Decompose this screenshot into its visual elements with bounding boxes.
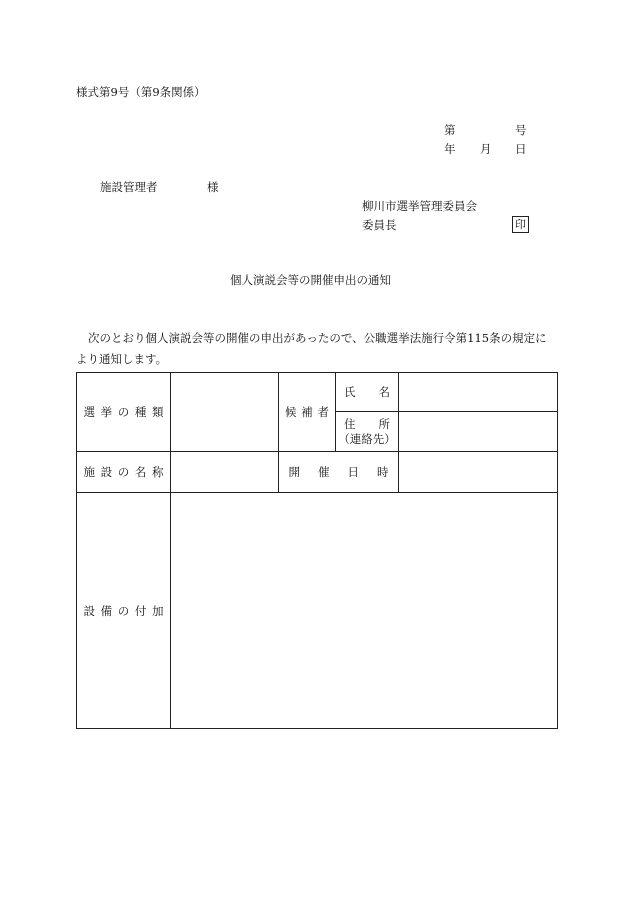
sender-role: 委員長 — [362, 218, 397, 232]
value-equipment[interactable] — [171, 493, 558, 729]
label-facility-name-text: 施 設 の 名 称 — [83, 465, 164, 479]
number-go: 号 — [515, 123, 527, 137]
document-title: 個人演説会等の開催申出の通知 — [230, 273, 391, 287]
label-facility-name — [77, 452, 171, 493]
form-id: 様式第9号（第9条関係） — [76, 85, 206, 99]
label-equipment-text: 設 備 の 付 加 — [83, 603, 164, 618]
label-contact: （連絡先） — [338, 431, 396, 446]
recipient-title: 施設管理者 — [100, 180, 158, 194]
label-candidate — [279, 373, 336, 452]
recipient-honorific: 様 — [207, 180, 219, 194]
seal-mark: 印 — [512, 216, 529, 233]
label-equipment — [77, 493, 171, 729]
label-election-type — [77, 373, 171, 452]
date-month: 月 — [480, 142, 492, 156]
label-address-text: 住 所 — [344, 416, 390, 431]
label-datetime — [279, 452, 399, 493]
label-name-text: 氏 名 — [344, 385, 390, 399]
value-election-type[interactable] — [171, 373, 279, 452]
body-text: 次のとおり個人演説会等の開催の申出があったので、公職選挙法施行令第115条の規定により通知します。 — [76, 331, 547, 366]
value-datetime[interactable] — [399, 452, 558, 493]
value-facility-name[interactable] — [171, 452, 279, 493]
value-address[interactable] — [399, 412, 558, 452]
application-table — [76, 372, 558, 729]
number-dai: 第 — [444, 123, 456, 137]
value-name[interactable] — [399, 373, 558, 412]
date-day: 日 — [515, 142, 527, 156]
label-name — [336, 373, 399, 412]
sender-org: 柳川市選挙管理委員会 — [362, 199, 477, 213]
date-year: 年 — [444, 142, 456, 156]
label-election-type-text: 選 挙 の 種 類 — [83, 405, 164, 419]
label-address — [336, 412, 399, 452]
label-candidate-text: 候 補 者 — [285, 405, 329, 419]
label-datetime-text: 開 催 日 時 — [288, 465, 389, 479]
